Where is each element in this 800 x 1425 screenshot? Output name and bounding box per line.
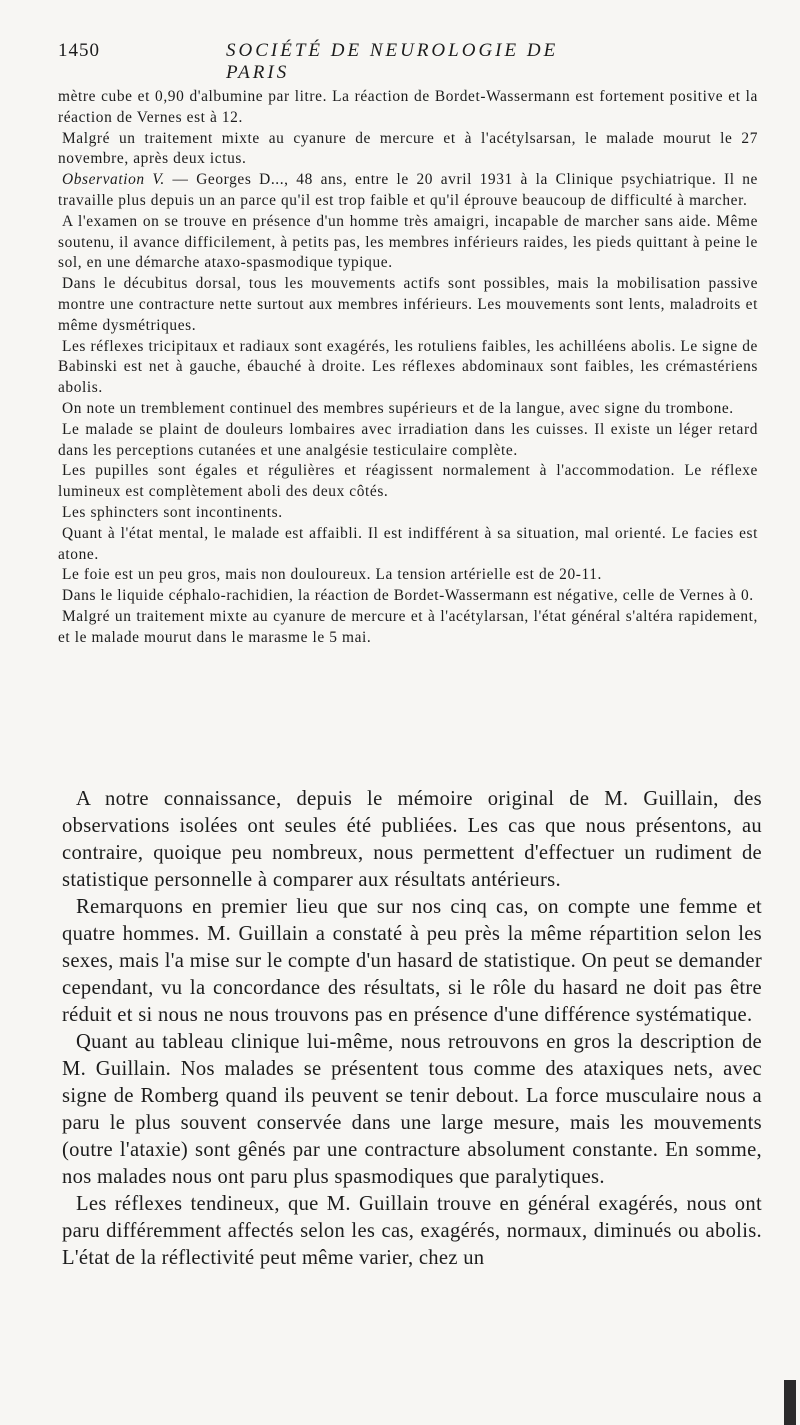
obs-paragraph: Malgré un traitement mixte au cyanure de mercure et à l'acétylarsan, l'état général s'altéra rapidement, et le malade mourut dans le marasme le 5 mai. xyxy=(58,607,758,646)
obs-paragraph: Quant à l'état mental, le malade est affaibli. Il est indifférent à sa situation, mal orienté. Le facies est atone. xyxy=(58,524,758,563)
discussion-paragraph: Quant au tableau clinique lui-même, nous retrouvons en gros la description de M. Guillain. Nos malades se présentent tous comme des ataxiques nets, avec signe de Romberg quand ils peuvent se tenir debout. La force musculaire nous a paru le plus souvent conservée dans une large mesure, mais les mouvements (outre l'ataxie) sont gênés par une contracture absolument constante. En somme, nos malades nous ont paru plus spasmodiques que paralytiques. xyxy=(62,1031,762,1188)
obs-paragraph: Dans le décubitus dorsal, tous les mouvements actifs sont possibles, mais la mobilisation passive montre une contracture nette surtout aux membres inférieurs. Les mouvements sont lents, maladroits et même dysmétriques. xyxy=(58,275,758,334)
obs5-text: — Georges D..., 48 ans, entre le 20 avril 1931 à la Clinique psychiatrique. Il ne travaille plus depuis un an parce qu'il est trop faible et qu'il éprouve beaucoup de difficulté à marcher. xyxy=(58,171,758,209)
discussion-paragraph: A notre connaissance, depuis le mémoire original de M. Guillain, des observations isolées ont seules été publiées. Les cas que nous présentons, au contraire, quoique peu nombreux, nous permettent d'effectuer un rudiment de statistique personnelle à comparer aux résultats antérieurs. xyxy=(62,788,762,891)
discussion-paragraph: Remarquons en premier lieu que sur nos cinq cas, on compte une femme et quatre hommes. M. Guillain a constaté à peu près la même répartition selon les sexes, mais l'a mise sur le compte d'un hasard de statistique. On peut se demander cependant, vu la concordance des résultats, si le rôle du hasard ne doit pas être réduit et si nous ne nous trouvons pas en présence d'une différence systématique. xyxy=(62,896,762,1026)
obs-paragraph: Les réflexes tricipitaux et radiaux sont exagérés, les rotuliens faibles, les achilléens abolis. Le signe de Babinski est net à gauche, ébauché à droite. Les réflexes abdominaux sont faibles, les crémastériens abolis. xyxy=(58,337,758,397)
obs-paragraph: Dans le liquide céphalo-rachidien, la réaction de Bordet-Wassermann est négative, celle de Vernes à 0. xyxy=(62,587,754,605)
page-number: 1450 xyxy=(58,40,100,61)
obs-paragraph: mètre cube et 0,90 d'albumine par litre. La réaction de Bordet-Wassermann est fortement positive et la réaction de Vernes est à 12. xyxy=(58,88,758,126)
observation-text xyxy=(58,87,758,649)
obs-paragraph: Les sphincters sont incontinents. xyxy=(62,503,283,521)
running-header xyxy=(58,40,618,83)
obs-paragraph: Malgré un traitement mixte au cyanure de mercure et à l'acétylsarsan, le malade mourut le 27 novembre, après deux ictus. xyxy=(58,129,758,168)
obs5-label: Observation V. xyxy=(62,171,165,189)
discussion-paragraph: Les réflexes tendineux, que M. Guillain trouve en général exagérés, nous ont paru différemment affectés selon les cas, exagérés, normaux, diminués ou abolis. L'état de la réflectivité peut même varier, chez un xyxy=(62,1193,762,1269)
journal-title: SOCIÉTÉ DE NEUROLOGIE DE PARIS xyxy=(226,40,559,83)
obs-paragraph: Les pupilles sont égales et régulières et réagissent normalement à l'accommodation. Le réflexe lumineux est complètement aboli des deux côtés. xyxy=(58,462,758,501)
obs-paragraph: Le foie est un peu gros, mais non douloureux. La tension artérielle est de 20-11. xyxy=(62,566,602,584)
obs-paragraph: Le malade se plaint de douleurs lombaires avec irradiation dans les cuisses. Il existe un léger retard dans les perceptions cutanées et une analgésie testiculaire complète. xyxy=(58,420,758,459)
obs-paragraph: A l'examen on se trouve en présence d'un homme très amaigri, incapable de marcher sans aide. Même soutenu, il avance difficilement, à petits pas, les membres inférieurs raides, les pieds quittant à peine le sol, en une démarche ataxo-spasmodique typique. xyxy=(58,212,758,272)
page-edge-shadow xyxy=(784,1380,796,1425)
obs-paragraph: On note un tremblement continuel des membres supérieurs et de la langue, avec signe du trombone. xyxy=(62,399,734,417)
obs5-paragraph xyxy=(58,170,758,212)
discussion-text xyxy=(62,786,762,1272)
